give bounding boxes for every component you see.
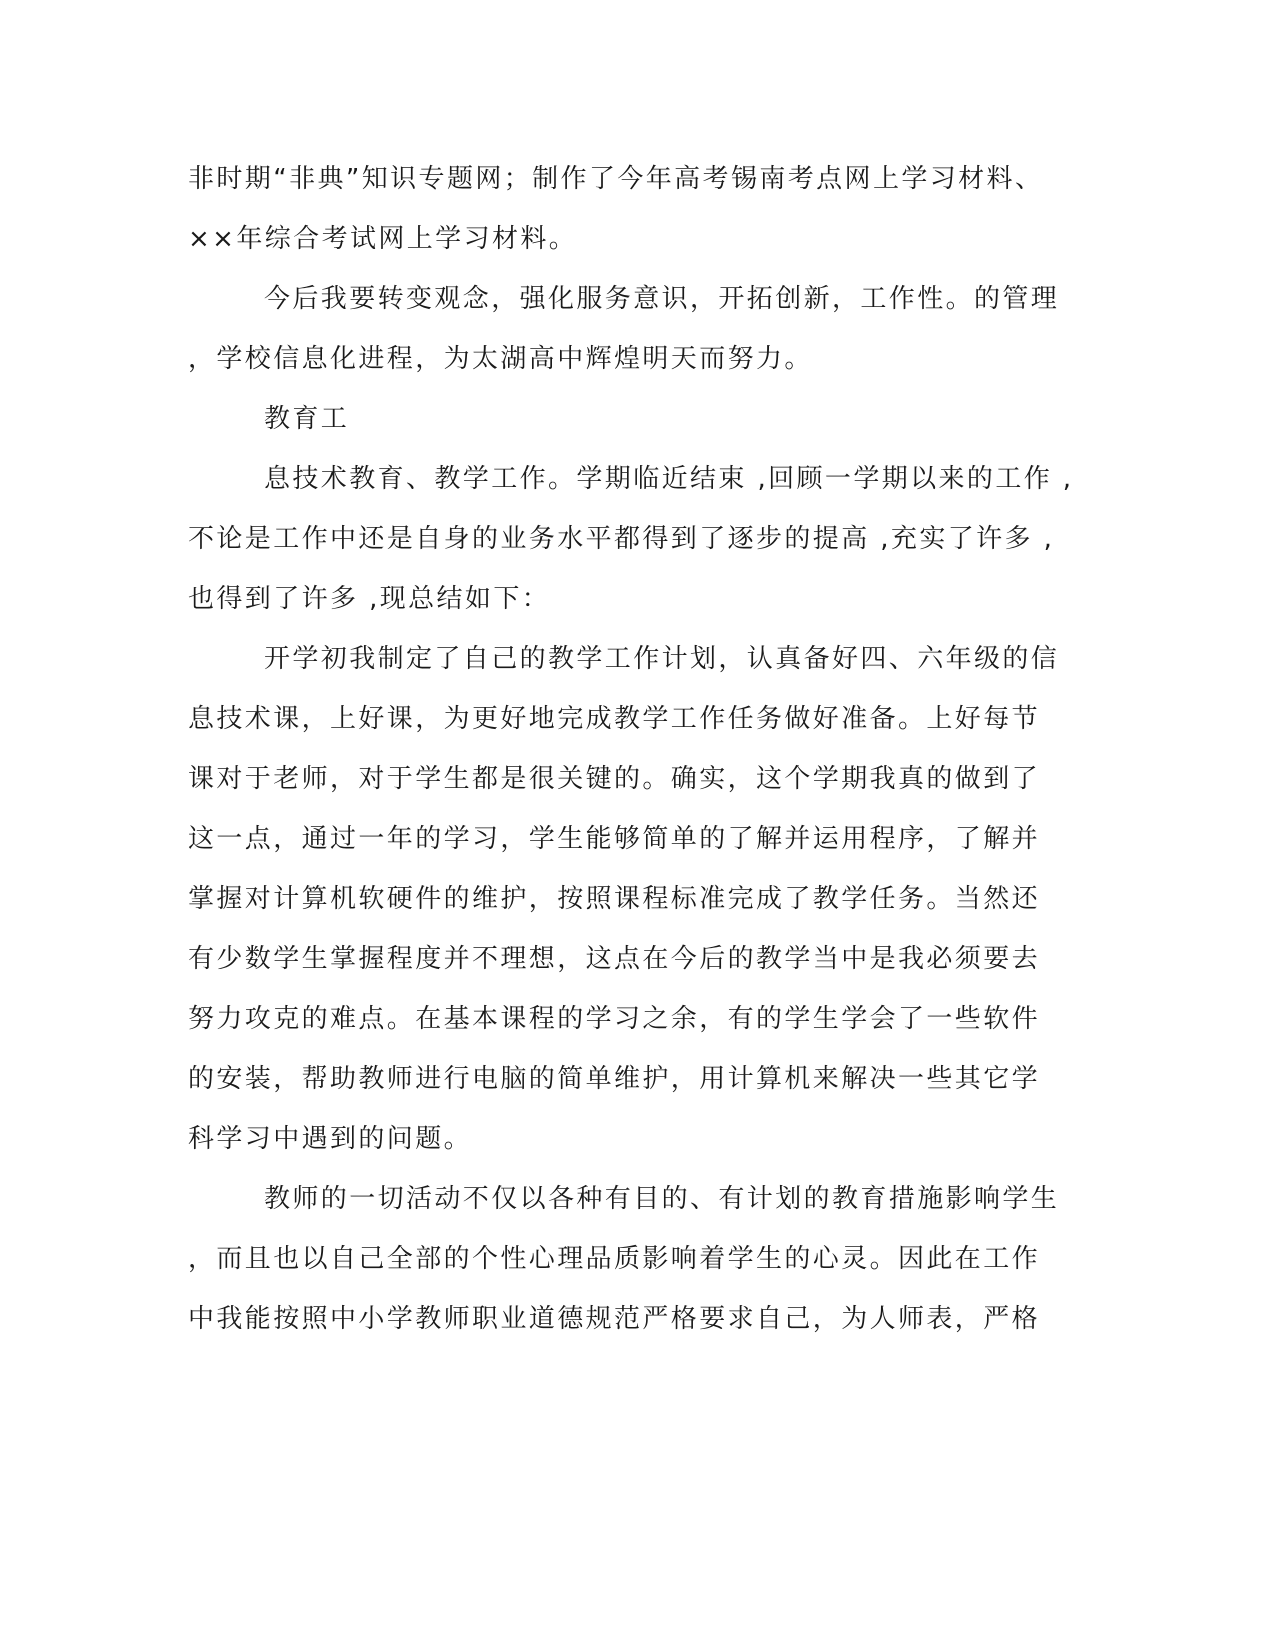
paragraph-start: 教师的一切活动不仅以各种有目的、有计划的教育措施影响学生	[264, 1184, 1060, 1214]
text-line: 也得到了许多 ,现总结如下：	[188, 584, 551, 614]
text-line: ，而且也以自己全部的个性心理品质影响着学生的心灵。因此在工作	[188, 1244, 1041, 1274]
heading-fragment: 教育工	[264, 404, 350, 434]
paragraph-start: 今后我要转变观念，强化服务意识，开拓创新，工作性。的管理	[264, 284, 1060, 314]
text-line: ××年综合考试网上学习材料。	[188, 224, 578, 254]
text-line: 科学习中遇到的问题。	[188, 1124, 473, 1154]
text-line: 不论是工作中还是自身的业务水平都得到了逐步的提高 ,充实了许多 ,	[188, 524, 1055, 554]
text-line: 的安装，帮助教师进行电脑的简单维护，用计算机来解决一些其它学	[188, 1064, 1041, 1094]
text-line: 掌握对计算机软硬件的维护，按照课程标准完成了教学任务。当然还	[188, 884, 1041, 914]
text-line: 这一点，通过一年的学习，学生能够简单的了解并运用程序，了解并	[188, 824, 1041, 854]
text-line: 课对于老师，对于学生都是很关键的。确实，这个学期我真的做到了	[188, 764, 1041, 794]
text-line: ，学校信息化进程，为太湖高中辉煌明天而努力。	[188, 344, 813, 374]
text-line: 有少数学生掌握程度并不理想，这点在今后的教学当中是我必须要去	[188, 944, 1041, 974]
paragraph-start: 息技术教育、教学工作。学期临近结束 ,回顾一学期以来的工作 ,	[264, 464, 1074, 494]
text-line: 中我能按照中小学教师职业道德规范严格要求自己，为人师表，严格	[188, 1304, 1041, 1334]
text-line: 息技术课，上好课，为更好地完成教学工作任务做好准备。上好每节	[188, 704, 1041, 734]
text-line: 努力攻克的难点。在基本课程的学习之余，有的学生学会了一些软件	[188, 1004, 1041, 1034]
paragraph-start: 开学初我制定了自己的教学工作计划，认真备好四、六年级的信	[264, 644, 1060, 674]
text-line: 非时期“非典”知识专题网；制作了今年高考锡南考点网上学习材料、	[188, 164, 1044, 194]
